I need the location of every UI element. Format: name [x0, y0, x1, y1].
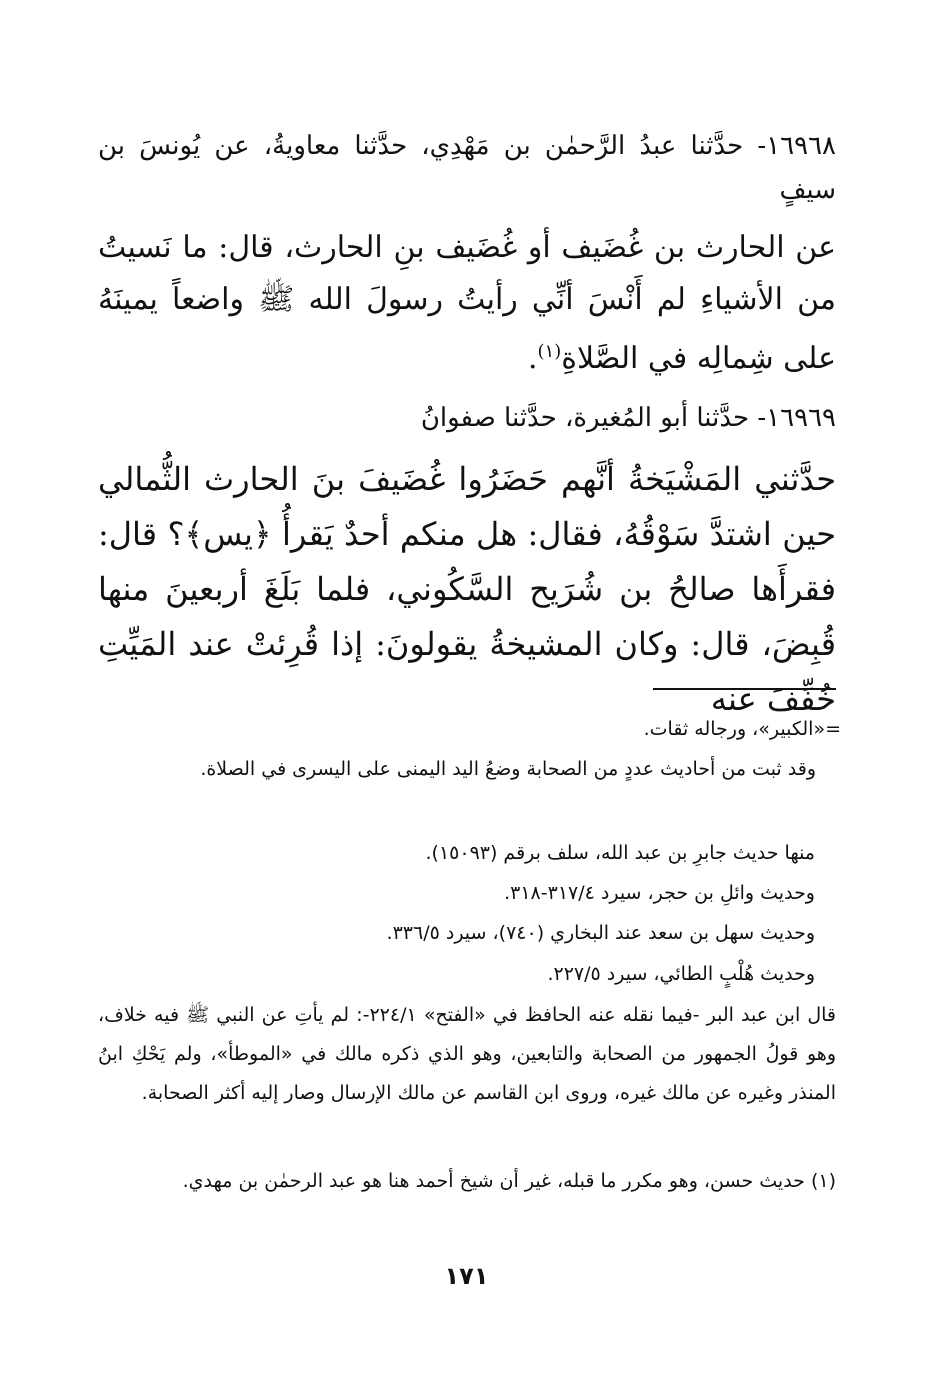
footnote-paragraph-2: قال ابن عبد البر -فيما نقله عنه الحافظ في «الفتح» ٢٢٤/١-: لم يأتِ عن النبي ﷺ فيه خلاف، وهو قولُ الجمهور من الصحابة والتابعين، وهو الذي ذكره مالك في «الموطأ»، ولم يَحْكِ ابنُ المنذر وغيره عن مالك غيره، وروى ابن القاسم عن مالك الإرسال وصار إليه أكثر الصحابة. — [98, 1004, 837, 1104]
hadith-16968-body: عن الحارث بن غُضَيف أو غُضَيف بنِ الحارث، قال: ما نَسيتُ من الأشياءِ لم أَنْسَ أنِّي رأيتُ رسولَ الله ﷺ واضعاً يمينَهُ على شِمالِه في الصَّلاةِ — [98, 230, 836, 376]
footnote-list-item: منها حديث جابرِ بن عبد الله، سلف برقم (١٥٠٩٣). — [425, 842, 815, 864]
footnote-separator — [653, 688, 836, 690]
footnote-marker: (١) — [537, 341, 562, 362]
footnote-1: (١) حديث حسن، وهو مكرر ما قبله، غير أن شيخ أحمد هنا هو عبد الرحمٰن بن مهدي. — [182, 1170, 836, 1192]
hadith-16969-body: حدَّثني المَشْيَخةُ أنَّهم حَضَرُوا غُضَيفَ بنَ الحارث الثُّمالي حين اشتدَّ سَوْقُهُ، فقال: هل منكم أحدٌ يَقرأُ ﴿يس﴾؟ قال: فقرأَها صالحُ بن شُرَيح السَّكُوني، فلما بَلَغَ أربعينَ منها قُبِضَ، قال: وكان المشيخةُ يقولونَ: إذا قُرِئتْ عند المَيِّتِ خُفِّفَ عنه — [98, 460, 837, 718]
page-number: ١٧١ — [444, 1262, 489, 1290]
footnote-paragraph-1: وقد ثبت من أحاديث عددٍ من الصحابة وضعُ اليد اليمنى على اليسرى في الصلاة. — [200, 758, 816, 780]
footnote-list-item: وحديث وائلِ بن حجر، سيرد ٣١٧/٤-٣١٨. — [504, 882, 815, 904]
hadith-16968-end: . — [527, 341, 538, 376]
footnote-list-item: وحديث هُلْبٍ الطائي، سيرد ٢٢٧/٥. — [547, 963, 815, 985]
hadith-16968-text — [98, 222, 836, 385]
footnote-list-item: وحديث سهل بن سعد عند البخاري (٧٤٠)، سيرد ٣٣٦/٥. — [386, 922, 815, 944]
hadith-16969-header: ١٦٩٦٩- حدَّثنا أبو المُغيرة، حدَّثنا صفوانُ — [420, 403, 836, 433]
hadith-16968-header: ١٦٩٦٨- حدَّثنا عبدُ الرَّحمٰن بن مَهْدِي، حدَّثنا معاويةُ، عن يُونسَ بن سيفٍ — [98, 131, 836, 205]
footnote-continuation: =«الكبير»، ورجاله ثقات. — [643, 718, 841, 740]
